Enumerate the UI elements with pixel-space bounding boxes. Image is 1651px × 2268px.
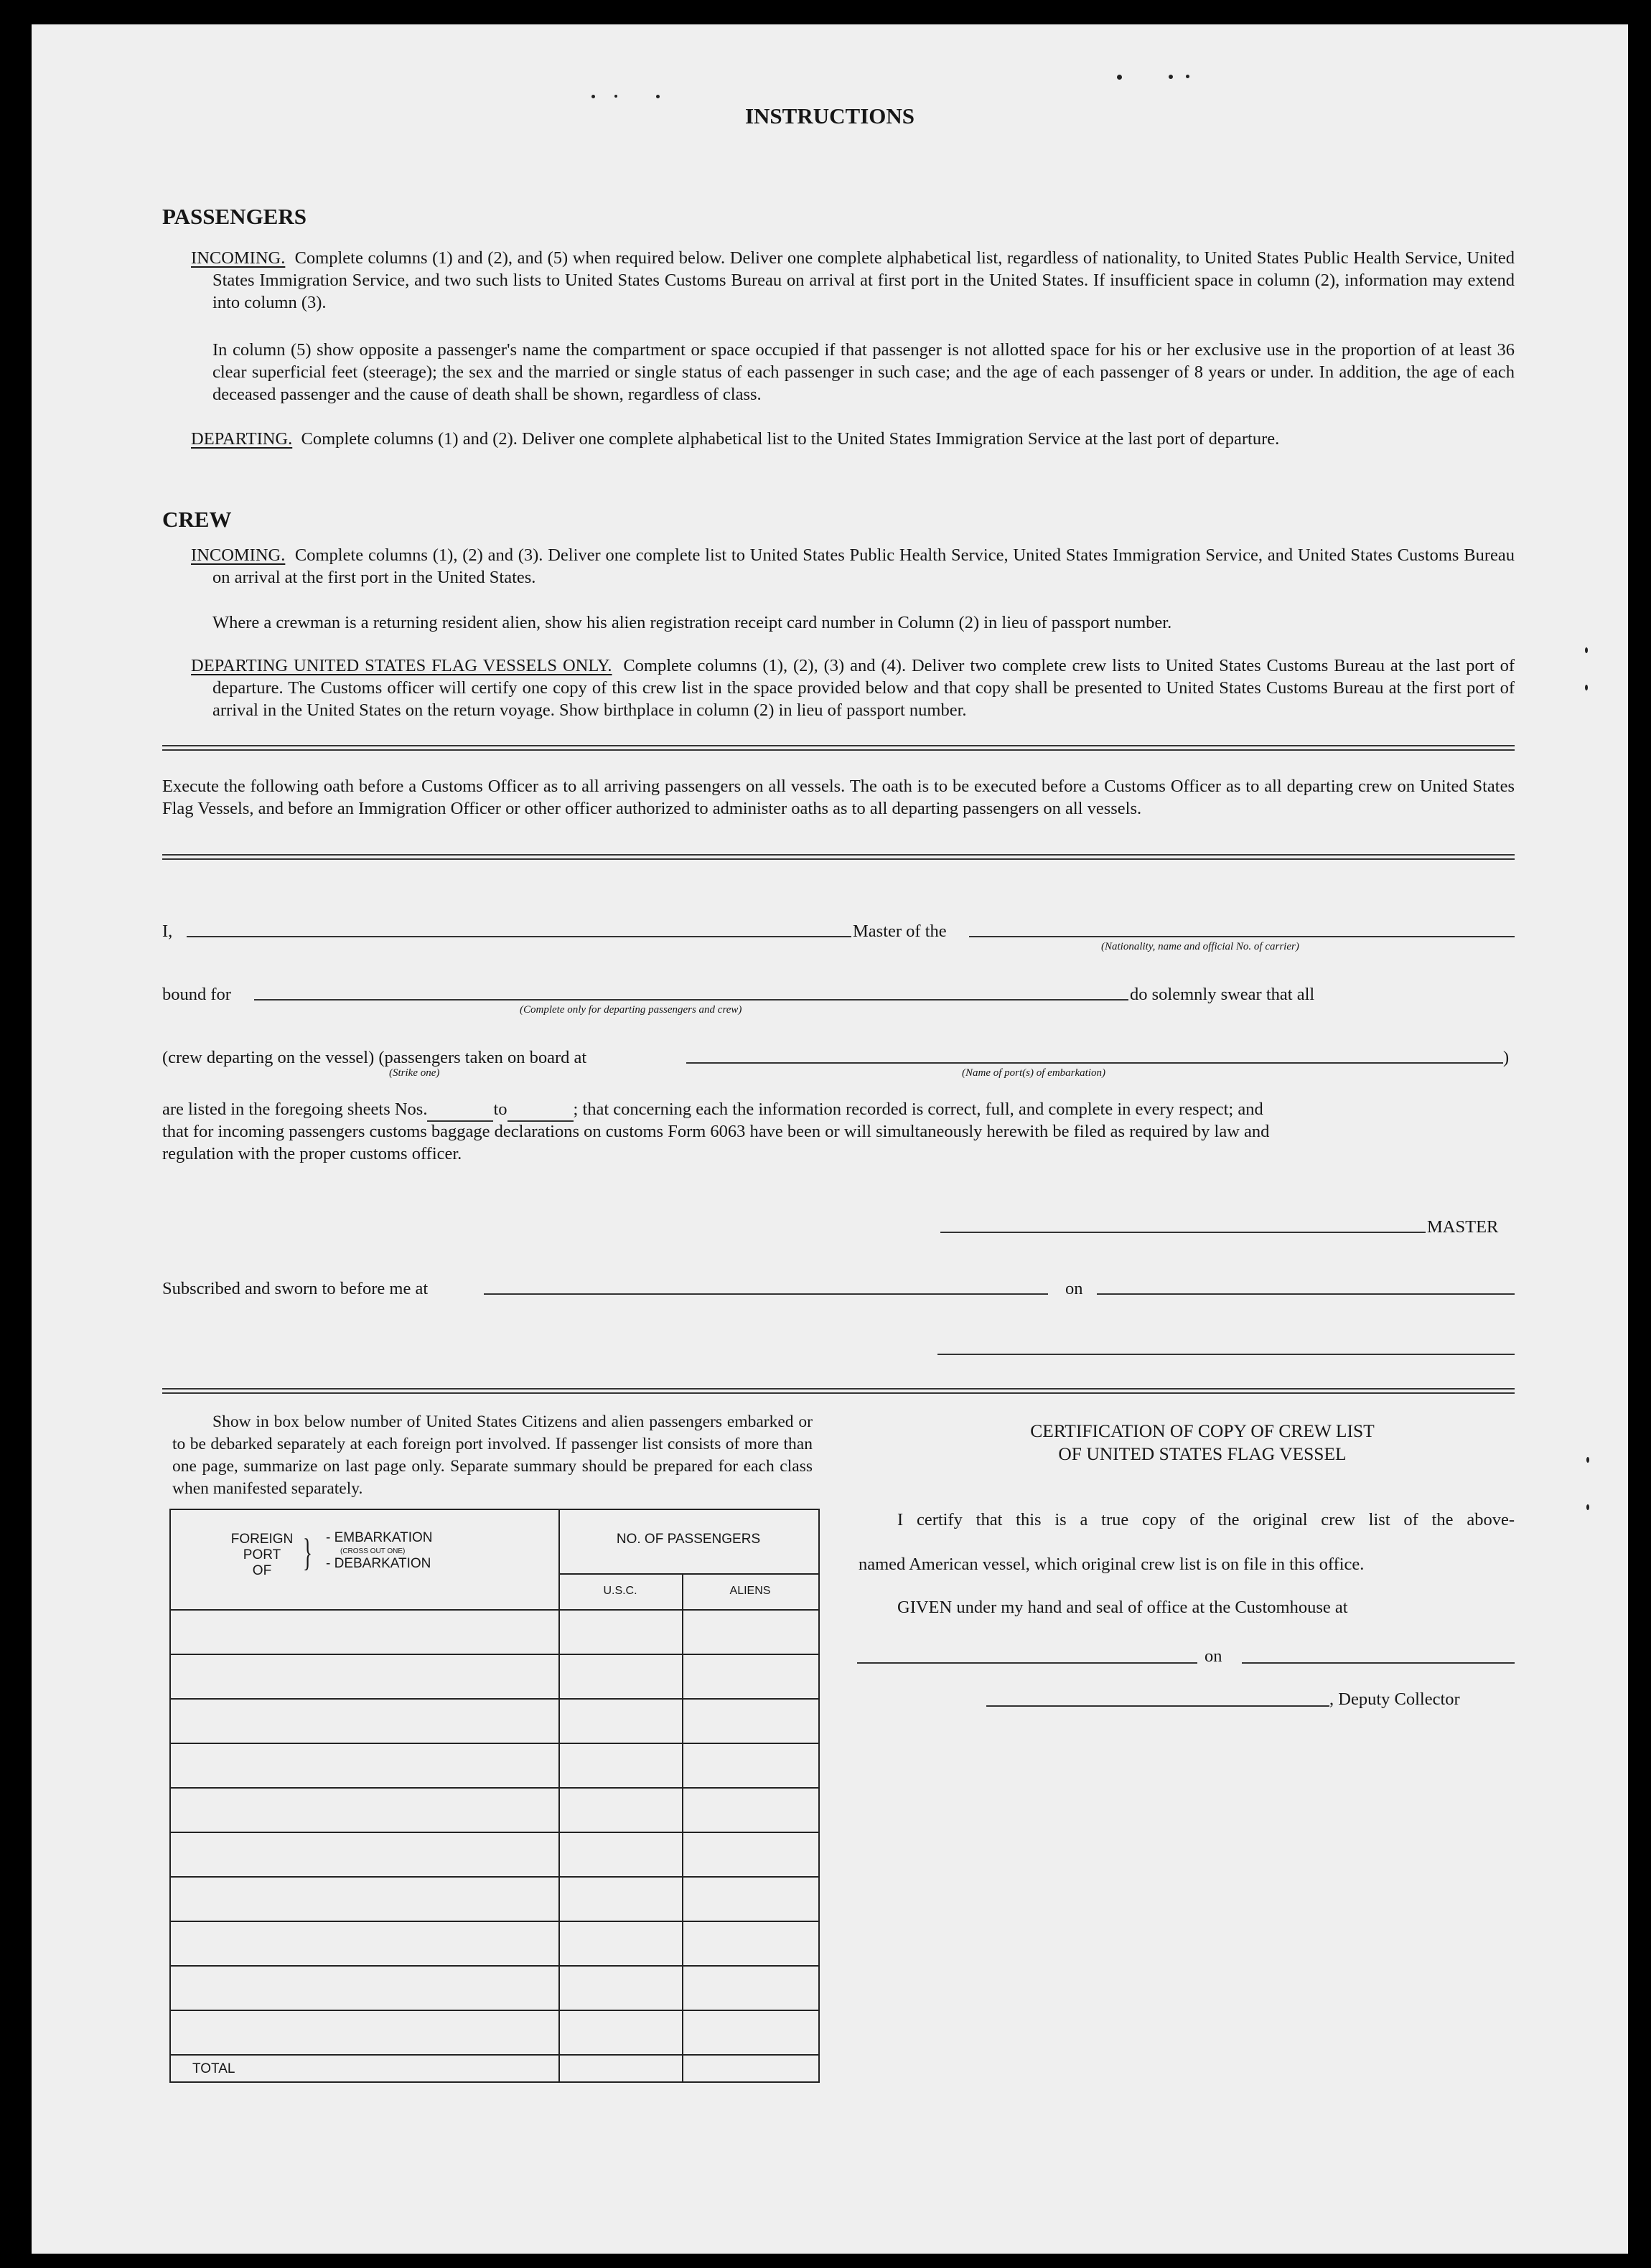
certify-line-2: named American vessel, which original crew list is on file in this office. <box>859 1555 1365 1574</box>
no-passengers-label: NO. OF PASSENGERS <box>616 1532 761 1547</box>
table-column-divider <box>682 1573 683 2081</box>
speck <box>1586 1504 1589 1510</box>
bound-for-line[interactable] <box>254 999 1128 1001</box>
of-label: OF <box>252 1563 272 1578</box>
speck <box>1117 75 1122 80</box>
crew-incoming-label: INCOMING. <box>191 545 286 565</box>
table-row-line <box>171 1876 818 1878</box>
passengers-incoming-text: Complete columns (1) and (2), and (5) when required below. Deliver one complete alphabetical list, regardless of nationality, to United States Public Health Service, United States Immigration Service, and two such lists to United States Customs Bureau on arrival at first port in the United States. If insufficient space in column (2), information may extend into column (3). <box>212 248 1515 312</box>
table-header-divider <box>558 1573 818 1575</box>
passengers-column5-paragraph: In column (5) show opposite a passenger's name the compartment or space occupied if that passenger is not allotted space for his or her exclusive use in the proportion of at least 36 clear superficial feet (steerage); the sex and the married or single status of each passenger in such case; and the age of each passenger of 8 years or under. In addition, the age of each deceased passenger and the cause of death shall be shown, regardless of class. <box>212 340 1515 404</box>
passengers-departing-paragraph <box>191 428 1515 450</box>
total-label: TOTAL <box>192 2061 235 2076</box>
summary-table <box>169 1509 820 2083</box>
certification-title-2: OF UNITED STATES FLAG VESSEL <box>1058 1443 1347 1464</box>
foreign-label: FOREIGN <box>230 1532 294 1547</box>
oath-i-label: I, <box>162 922 173 941</box>
aliens-label: ALIENS <box>729 1585 771 1597</box>
master-name-line[interactable] <box>187 936 851 937</box>
passengers-incoming-label: INCOMING. <box>191 248 286 268</box>
divider <box>162 749 1515 751</box>
oath-line2: that for incoming passengers customs baggage declarations on customs Form 6063 have been or will simultaneously herewith be filed as required by law and <box>162 1122 1270 1141</box>
officer-signature-line[interactable] <box>937 1354 1515 1355</box>
certification-date-line[interactable] <box>1242 1662 1515 1664</box>
sheet-from-line[interactable] <box>427 1098 493 1122</box>
divider <box>162 1392 1515 1394</box>
given-line: GIVEN under my hand and seal of office at the Customhouse at <box>897 1598 1348 1617</box>
table-row-line <box>171 1965 818 1967</box>
deputy-collector-label: , Deputy Collector <box>1329 1690 1460 1709</box>
foreign-port-of-label <box>223 1532 301 1579</box>
embarkation-port-line[interactable] <box>686 1062 1503 1064</box>
complete-only-note: (Complete only for departing passengers and crew) <box>520 1004 742 1016</box>
deputy-signature-line[interactable] <box>986 1705 1329 1707</box>
strike-one-note: (Strike one) <box>389 1067 440 1079</box>
crew-incoming-text: Complete columns (1), (2) and (3). Deliver one complete list to United States Public Health Service, United States Immigration Service, and United States Customs Bureau on arrival at the first port in the United States. <box>212 545 1515 587</box>
port-note: (Name of port(s) of embarkation) <box>962 1067 1105 1079</box>
sheets-label-a: are listed in the foregoing sheets Nos. <box>162 1100 428 1119</box>
subscribed-date-line[interactable] <box>1097 1293 1515 1295</box>
summary-instruction: Show in box below number of United States Citizens and alien passengers embarked or to be debarked separately at each foreign port involved. If passenger list consists of more than one page, summarize on last page only. Separate summary should be prepared for each class when manifested separately. <box>172 1412 813 1498</box>
passengers-incoming-paragraph <box>191 247 1515 314</box>
speck <box>1186 75 1189 78</box>
divider <box>162 745 1515 746</box>
swear-label: do solemnly swear that all <box>1130 985 1315 1004</box>
crew-incoming-paragraph <box>191 544 1515 589</box>
crew-departing-label: (crew departing on the vessel) (passengers taken on board at <box>162 1048 587 1067</box>
sheets-label-b: ; that concerning each the information recorded is correct, full, and complete in every respect; and <box>573 1100 1263 1119</box>
crew-departing-text: Complete columns (1), (2), (3) and (4). Deliver two complete crew lists to United States Customs Bureau at the last port of departure. The Customs officer will certify one copy of this crew list in the space provided below and that copy shall be presented to United States Customs Bureau at the first port of arrival in the United States on the return voyage. Show birthplace in column (2) in lieu of passport number. <box>212 656 1515 720</box>
divider <box>162 854 1515 856</box>
customhouse-line[interactable] <box>857 1662 1197 1664</box>
certify-line-1: I certify that this is a true copy of the original crew list of the above- <box>897 1510 1515 1529</box>
subscribed-on-label: on <box>1065 1279 1083 1298</box>
table-row-line <box>171 1921 818 1922</box>
table-row-line <box>171 2054 818 2056</box>
table-row-line <box>171 1743 818 1744</box>
port-label: PORT <box>243 1547 281 1562</box>
page-title: INSTRUCTIONS <box>744 103 915 128</box>
table-row-line <box>171 2010 818 2011</box>
divider <box>162 1388 1515 1390</box>
table-row-line <box>171 1787 818 1789</box>
crew-heading: CREW <box>162 507 232 532</box>
brace: } <box>303 1531 312 1574</box>
subscribed-label: Subscribed and sworn to before me at <box>162 1279 429 1298</box>
crew-departing-label: DEPARTING UNITED STATES FLAG VESSELS ONLY. <box>191 656 612 675</box>
table-row-line <box>171 1832 818 1833</box>
certification-title-1: CERTIFICATION OF COPY OF CREW LIST <box>1030 1420 1375 1441</box>
passengers-departing-label: DEPARTING. <box>191 429 293 449</box>
speck <box>614 95 617 98</box>
passengers-departing-text: Complete columns (1) and (2). Deliver one complete alphabetical list to the United States Immigration Service at the last port of departure. <box>301 429 1280 449</box>
bound-for-label: bound for <box>162 985 231 1004</box>
cross-out-label: (CROSS OUT ONE) <box>340 1547 406 1555</box>
table-row-line <box>171 1654 818 1655</box>
subscribed-place-line[interactable] <box>484 1293 1048 1295</box>
close-paren: ) <box>1503 1048 1510 1067</box>
master-signature-line[interactable] <box>940 1232 1426 1233</box>
speck <box>656 95 660 98</box>
certification-on-label: on <box>1205 1646 1222 1666</box>
crew-departing-paragraph <box>191 655 1515 721</box>
passengers-heading: PASSENGERS <box>162 204 307 229</box>
carrier-line[interactable] <box>969 936 1515 937</box>
sheets-to-label: to <box>493 1100 508 1119</box>
divider <box>162 858 1515 860</box>
oath-line3: regulation with the proper customs officer. <box>162 1144 462 1163</box>
speck <box>1586 1457 1589 1463</box>
embarkation-label: - EMBARKATION <box>326 1530 433 1545</box>
crew-resident-paragraph: Where a crewman is a returning resident alien, show his alien registration receipt card number in Column (2) in lieu of passport number. <box>212 613 1172 632</box>
speck <box>1169 75 1173 79</box>
debarkation-label: - DEBARKATION <box>326 1556 431 1571</box>
usc-label: U.S.C. <box>603 1585 637 1597</box>
table-row-line <box>171 1609 818 1611</box>
speck <box>591 95 595 98</box>
table-row-line <box>171 1698 818 1700</box>
speck <box>1585 647 1588 653</box>
speck <box>1585 685 1588 690</box>
master-label: MASTER <box>1427 1217 1499 1237</box>
master-of-label: Master of the <box>853 922 947 941</box>
form-page <box>32 24 1628 2254</box>
sheet-to-line[interactable] <box>508 1098 574 1122</box>
nationality-note: (Nationality, name and official No. of carrier) <box>1101 941 1299 952</box>
sheets-line <box>162 1098 1515 1122</box>
oath-intro: Execute the following oath before a Customs Officer as to all arriving passengers on all vessels. The oath is to be executed before a Customs Officer as to all departing crew on United States Flag Vessels, and before an Immigration Officer or other officer authorized to administer oaths as to all departing passengers on all vessels. <box>162 777 1515 818</box>
